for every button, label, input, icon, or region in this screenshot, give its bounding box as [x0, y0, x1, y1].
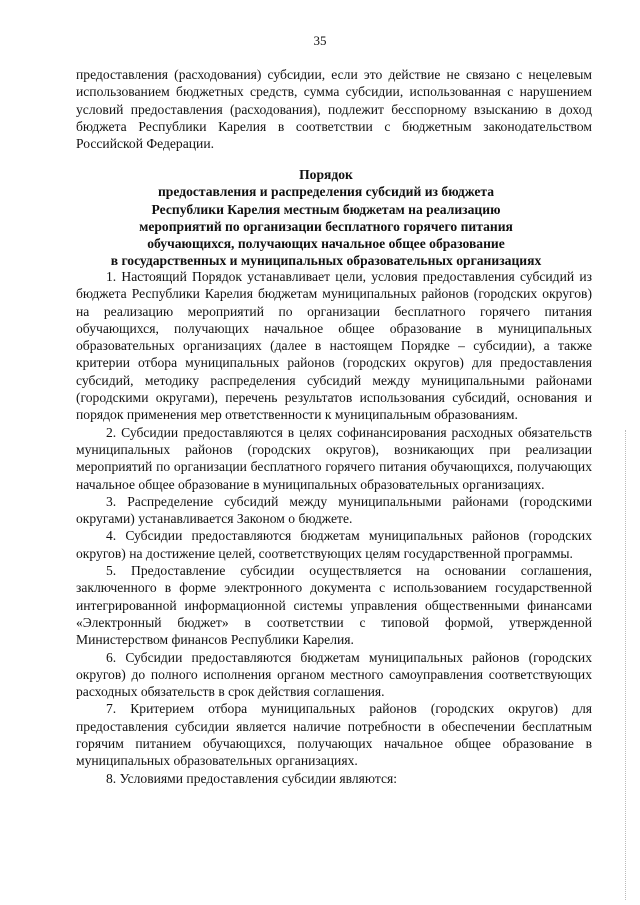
heading-line: в государственных и муниципальных образовательных организациях: [110, 253, 542, 269]
clause-5: 5. Предоставление субсидии осуществляется на основании соглашения, заключенного в форме электронного документа с использованием государственной интегрированной информационной системы управления общественными финансами «Электронный бюджет» в соответствии с типовой формой, утвержденной Министерством финансов Республики Карелия.: [76, 563, 592, 648]
clause-2: 2. Субсидии предоставляются в целях софинансирования расходных обязательств муниципальных районов (городских округов), возникающих при реализации мероприятий по организации бесплатного горячего питания обучающихся, получающих начальное общее образование в муниципальных образовательных организациях.: [76, 424, 592, 492]
heading-line: мероприятий по организации бесплатного горячего питания: [139, 218, 513, 234]
clause-4: 4. Субсидии предоставляются бюджетам муниципальных районов (городских округов) на достижение целей, соответствующих целям государственной программы.: [76, 528, 592, 561]
clause-7: 7. Критерием отбора муниципальных районов (городских округов) для предоставления субсидии является наличие потребности в обеспечении бесплатным горячим питанием обучающихся, получающих начальное общее образование в муниципальных образовательных организациях.: [76, 701, 592, 769]
lead-paragraph-block: [76, 66, 592, 152]
clause-1: 1. Настоящий Порядок устанавливает цели, условия предоставления субсидий из бюджета Республики Карелия бюджетам муниципальных районов (городских округов) на реализацию мероприятий по организации бесплатного горячего питания обучающихся, получающих начальное общее образование в муниципальных образовательных организациях (далее в настоящем Порядке – субсидии), а также критерии отбора муниципальных районов (городских округов) для предоставления субсидий, методику распределения субсидий между муниципальными районами (городскими округами), перечень результатов использования субсидий, основания и порядок применения мер ответственности к муниципальным образованиям.: [76, 269, 592, 423]
clause-3: 3. Распределение субсидий между муниципальными районами (городскими округами) устанавливается Законом о бюджете.: [76, 493, 592, 527]
heading-line: обучающихся, получающих начальное общее образование: [147, 236, 505, 252]
heading-line: Республики Карелия местным бюджетам на реализацию: [151, 201, 501, 217]
clauses-list: [76, 268, 592, 787]
heading-line: Порядок: [299, 167, 353, 182]
scan-edge-marks: [625, 430, 630, 900]
heading-line: предоставления и распределения субсидий из бюджета: [157, 184, 495, 200]
section-heading: [60, 166, 592, 270]
page-number: 35: [313, 33, 327, 48]
clause-8: 8. Условиями предоставления субсидии являются:: [106, 770, 398, 786]
lead-paragraph: предоставления (расходования) субсидии, если это действие не связано с нецелевым использованием бюджетных средств, сумма субсидии, использованная с нарушением условий предоставления (расходования), подлежит бесспорному взысканию в доход бюджета Республики Карелия в соответствии с бюджетным законодательством Российской Федерации.: [76, 67, 592, 152]
clause-6: 6. Субсидии предоставляются бюджетам муниципальных районов (городских округов) до полного исполнения органом местного самоуправления соответствующих расходных обязательств в срок действия соглашения.: [76, 649, 592, 700]
